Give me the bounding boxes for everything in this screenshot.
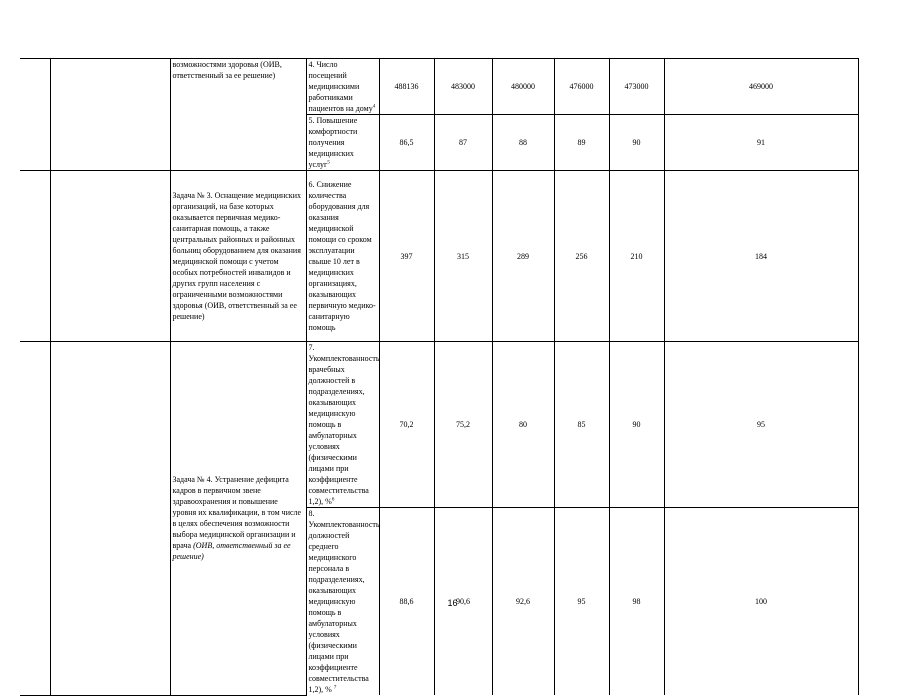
row-number-cell bbox=[20, 342, 50, 696]
indicator-text: 7. Укомплектованность врачебных должностей в подразделениях, оказывающих медицинскую помощь в амбулаторных условиях (физическими лицами при коэффициенте совместительства 1,2), % bbox=[308, 343, 380, 506]
indicator-text: 8. Укомплектованность должностей среднего медицинского персонала в подразделениях, оказывающих медицинскую помощь в амбулаторных условиях (физическими лицами при коэффициенте совместительства 1,2), % bbox=[308, 509, 380, 694]
value-cell: 397 bbox=[379, 171, 434, 342]
row-number-cell bbox=[20, 59, 50, 171]
task-cell: Задача № 3. Оснащение медицинских организаций, на базе которых оказывается первичная медико-санитарная помощь, а также центральных районных и районных больниц оборудованием для оказания медицинской помощи с учетом особых потребностей инвалидов и других групп населения с ограниченными возможностями здоровья (ОИВ, ответственный за ее решение) bbox=[170, 171, 306, 342]
footnote-ref: 7 bbox=[333, 685, 337, 691]
goal-cell bbox=[50, 171, 170, 342]
value-cell: 92,6 bbox=[492, 508, 554, 696]
value-cell: 483000 bbox=[434, 59, 492, 115]
value-cell: 88,6 bbox=[379, 508, 434, 696]
value-cell: 80 bbox=[492, 342, 554, 508]
value-cell: 70,2 bbox=[379, 342, 434, 508]
indicator-cell: 6. Снижение количества оборудования для оказания медицинской помощи со сроком эксплуатации свыше 10 лет в медицинских организациях, оказывающих первичную медико-санитарную помощь bbox=[306, 171, 379, 342]
indicator-text: 4. Число посещений медицинскими работниками пациентов на дому bbox=[308, 60, 373, 113]
value-cell: 90 bbox=[609, 115, 664, 171]
value-cell: 473000 bbox=[609, 59, 664, 115]
goal-cell bbox=[50, 342, 170, 696]
value-cell: 469000 bbox=[664, 59, 858, 115]
value-cell: 256 bbox=[554, 171, 609, 342]
value-cell: 91 bbox=[664, 115, 858, 171]
value-cell: 476000 bbox=[554, 59, 609, 115]
value-cell: 210 bbox=[609, 171, 664, 342]
value-cell: 90 bbox=[609, 342, 664, 508]
value-cell: 315 bbox=[434, 171, 492, 342]
value-cell: 95 bbox=[554, 508, 609, 696]
value-cell: 75,2 bbox=[434, 342, 492, 508]
value-cell: 88 bbox=[492, 115, 554, 171]
indicator-cell bbox=[306, 342, 379, 508]
table-row bbox=[20, 59, 858, 115]
value-cell: 289 bbox=[492, 171, 554, 342]
value-cell: 87 bbox=[434, 115, 492, 171]
task-responsible-text: (ОИВ, ответственный за ее решение) bbox=[172, 541, 291, 562]
value-cell: 90,6 bbox=[434, 508, 492, 696]
table-row bbox=[20, 342, 858, 508]
goal-cell bbox=[50, 59, 170, 171]
row-number-cell bbox=[20, 171, 50, 342]
value-cell: 85 bbox=[554, 342, 609, 508]
indicator-text: 5. Повышение комфортности получения медицинских услуг bbox=[308, 116, 358, 169]
value-cell: 98 bbox=[609, 508, 664, 696]
value-cell: 488136 bbox=[379, 59, 434, 115]
footnote-ref: 4 bbox=[372, 104, 376, 110]
footnote-ref: 6 bbox=[331, 497, 335, 503]
indicator-cell bbox=[306, 115, 379, 171]
footnote-ref: 5 bbox=[327, 160, 330, 166]
indicator-cell bbox=[306, 59, 379, 115]
task-text: Задача № 4. Устранение дефицита кадров в первичном звене здравоохранения и повышение уровня их квалификации, в том числе в целях обеспечения возможности выбора медицинской организации и врача bbox=[172, 475, 302, 551]
value-cell: 95 bbox=[664, 342, 858, 508]
task-cell: возможностями здоровья (ОИВ, ответственный за ее решение) bbox=[170, 59, 306, 171]
value-cell: 100 bbox=[664, 508, 858, 696]
value-cell: 89 bbox=[554, 115, 609, 171]
value-cell: 184 bbox=[664, 171, 858, 342]
task-cell bbox=[170, 342, 306, 696]
value-cell: 86,5 bbox=[379, 115, 434, 171]
table-row bbox=[20, 171, 858, 342]
value-cell: 480000 bbox=[492, 59, 554, 115]
page-number: 16 bbox=[447, 598, 458, 608]
